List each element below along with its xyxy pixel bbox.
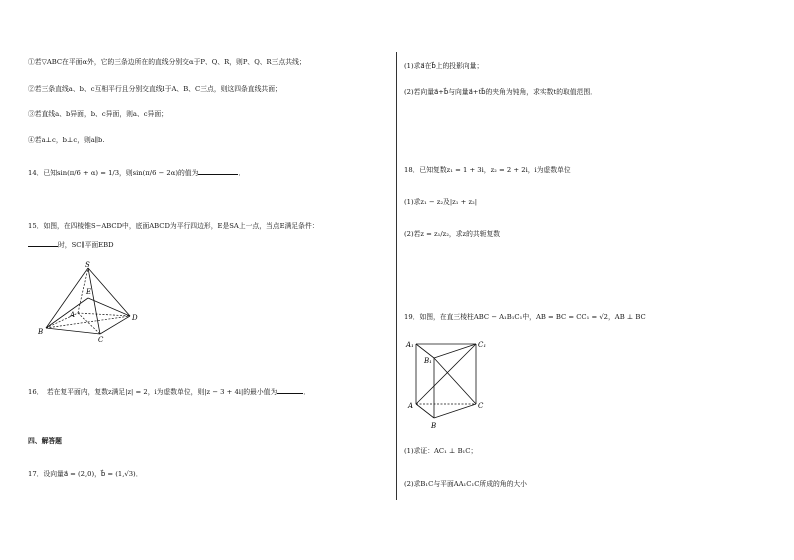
question-18: 18．已知复数z₁ = 1 + 3i，z₂ = 2 + 2i，i为虚数单位 (404, 166, 571, 174)
label-d: D (132, 314, 138, 322)
statement-1: ①若▽ABC在平面α外，它的三条边所在的直线分别交α于P、Q、R，则P、Q、R三点共线； (28, 58, 306, 66)
question-14 (28, 167, 245, 178)
label-a: A (408, 402, 414, 410)
label-a: A (70, 311, 76, 319)
question-15-line-1: 15．如图，在四棱锥S−ABCD中，底面ABCD为平行四边形，E是SA上一点，当点E满足条件： (28, 222, 319, 230)
answer-blank-16[interactable] (277, 386, 303, 394)
label-s: S (85, 261, 90, 269)
label-b1: B₁ (424, 357, 432, 365)
label-a1: A₁ (406, 341, 414, 349)
question-16 (28, 386, 310, 397)
answer-blank-14[interactable] (198, 167, 238, 175)
question-17-part-2: (2)若向量a⃗+b⃗与向量a⃗+tb⃗的夹角为钝角，求实数t的取值范围． (404, 88, 597, 96)
label-b: B (38, 328, 44, 336)
column-divider (396, 52, 397, 500)
question-14-text: 14．已知sin(π/6 + α) = 1/3，则sin(π/6 − 2α)的值为 (28, 169, 199, 177)
question-18-part-2: (2)若z = z₁/z₂，求z的共轭复数 (404, 230, 501, 238)
question-16-end: ． (303, 388, 311, 396)
section-heading: 四、解答题 (28, 437, 62, 445)
question-15-condition: 时，SC∥平面EBD (58, 241, 114, 249)
question-16-text: 16． 若在复平面内，复数z满足|z| = 2，i为虚数单位，则|z − 3 + 4i|的最小值为 (28, 388, 278, 396)
label-c: C (478, 402, 484, 410)
question-17: 17．设向量a⃗ = (2,0)，b⃗ = (1,√3)． (28, 470, 143, 478)
question-19-part-2: (2)求B₁C与平面AA₁C₁C所成的角的大小 (404, 480, 527, 488)
question-18-part-1: (1)求z₁ − z₂及|z₁ + z₂| (404, 198, 478, 206)
prism-figure (404, 336, 498, 432)
label-b: B (431, 422, 437, 430)
question-15-line-2 (28, 239, 114, 250)
question-14-end: ． (238, 169, 246, 177)
statement-2: ②若三条直线a、b、c互相平行且分别交直线l于A、B、C三点，则这四条直线共面； (28, 85, 282, 93)
label-c1: C₁ (478, 341, 487, 349)
question-19-part-1: (1)求证：AC₁ ⊥ B₁C； (404, 447, 478, 455)
answer-blank-15[interactable] (28, 239, 58, 247)
question-19: 19．如图，在直三棱柱ABC − A₁B₁C₁中，AB = BC = CC₁ = √2，AB ⊥ BC (404, 313, 646, 321)
statement-3: ③若直线a、b异面，b、c异面，则a、c异面； (28, 110, 168, 118)
label-e: E (86, 288, 92, 296)
statement-4: ④若a⊥c，b⊥c，则a∥b. (28, 136, 105, 144)
label-c: C (98, 336, 104, 344)
pyramid-figure (38, 258, 158, 344)
question-17-part-1: (1)求a⃗在b⃗上的投影向量； (404, 62, 484, 70)
